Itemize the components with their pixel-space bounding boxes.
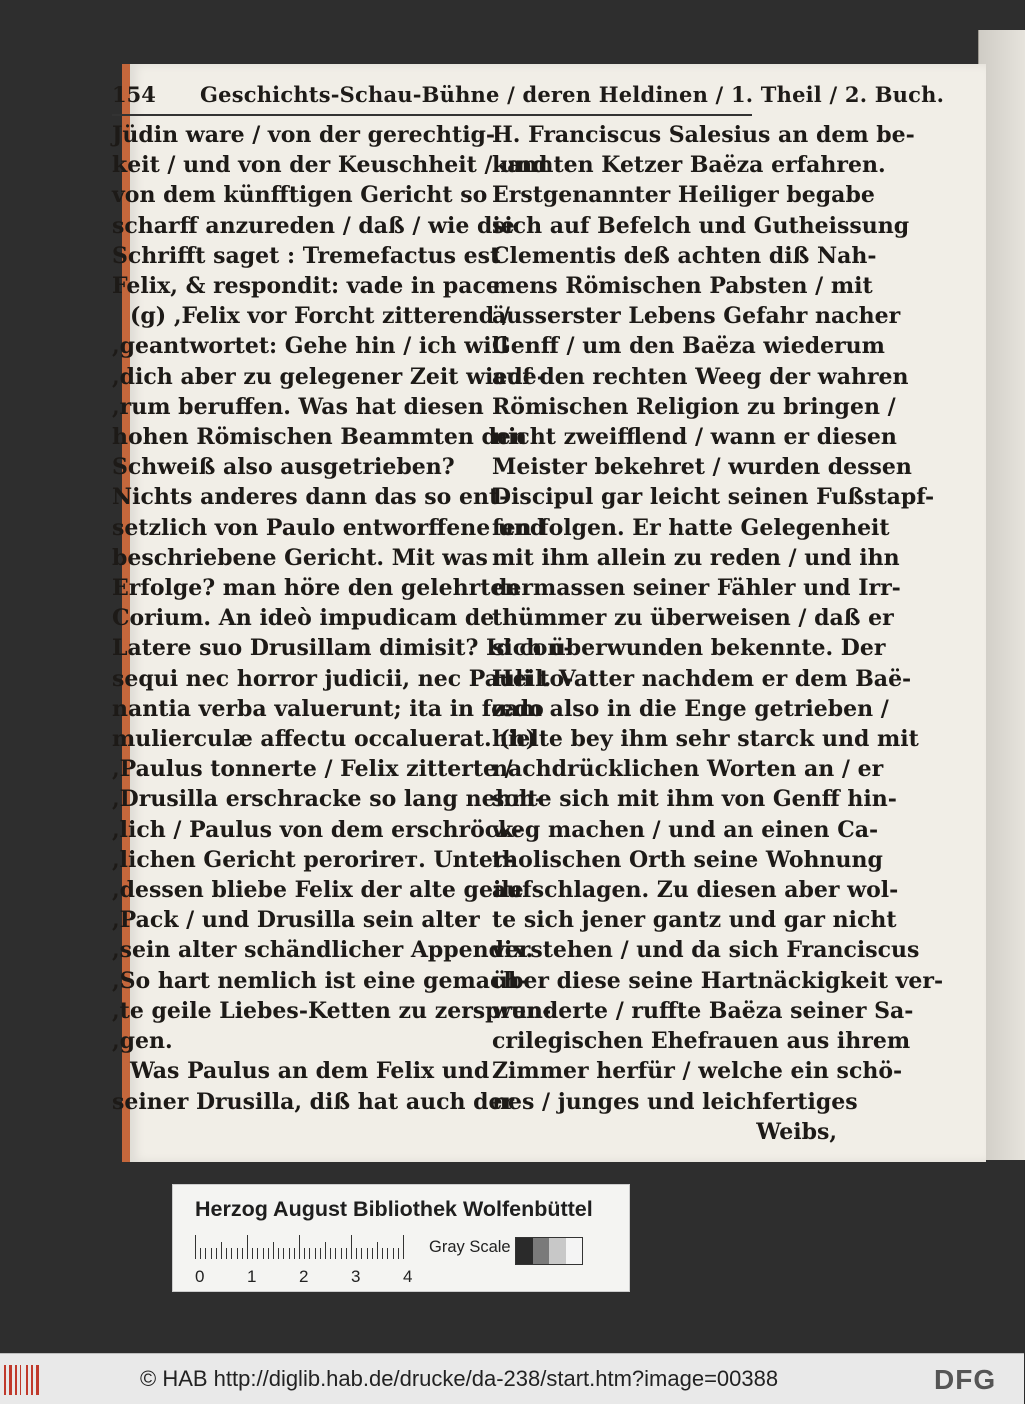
- text-line: (g) ,Felix vor Forcht zitterend /: [130, 303, 510, 330]
- text-line: Corium. An ideò impudicam de: [112, 605, 495, 632]
- ruler-tick: [393, 1248, 394, 1259]
- text-line: Latere suo Drusillam dimisit? Id con-: [112, 635, 573, 662]
- ruler-tick: [278, 1248, 279, 1259]
- ruler-tick: [263, 1248, 264, 1259]
- text-line: crilegischen Ehefrauen aus ihrem: [492, 1028, 911, 1055]
- text-line: Heil. Vatter nachdem er dem Baë-: [492, 665, 912, 692]
- header-rule: [112, 114, 752, 116]
- text-line: äusserster Lebens Gefahr nacher: [492, 303, 901, 330]
- page-number: 154: [112, 82, 156, 107]
- ruler-tick: [221, 1242, 222, 1259]
- ruler-tick: [231, 1248, 232, 1259]
- text-line: weg machen / und an einen Ca-: [492, 816, 879, 843]
- text-line: dermassen seiner Fähler und Irr-: [492, 575, 901, 602]
- right-text-column: [492, 120, 944, 1147]
- text-line: seiner Drusilla, diß hat auch der: [112, 1088, 515, 1115]
- text-line: ,Pack / und Drusilla sein alter: [112, 907, 480, 934]
- ruler-number: 1: [247, 1267, 257, 1286]
- text-line: Discipul gar leicht seinen Fußstapf-: [492, 484, 935, 511]
- text-line: Felix, & respondit: vade in pace.: [112, 273, 508, 300]
- ruler-tick: [403, 1235, 404, 1259]
- ruler-tick: [200, 1248, 201, 1259]
- text-line: ,dich aber zu gelegener Zeit wiede-: [112, 363, 546, 390]
- text-line: sich überwunden bekennte. Der: [492, 635, 886, 662]
- barcode-bar: [15, 1365, 17, 1395]
- text-line: Erfolge? man höre den gelehrten: [112, 575, 521, 602]
- text-line: Meister bekehret / wurden dessen: [492, 454, 912, 481]
- text-line: Jüdin ware / von der gerechtig-: [112, 122, 496, 148]
- text-line: mens Römischen Pabsten / mit: [492, 273, 873, 300]
- ruler-tick: [268, 1248, 269, 1259]
- text-line: sich auf Befelch und Gutheissung: [492, 212, 910, 239]
- library-name: Herzog August Bibliothek Wolfenbüttel: [195, 1197, 593, 1221]
- ruler-tick: [341, 1248, 342, 1259]
- ruler-tick: [361, 1248, 362, 1259]
- ruler-tick: [252, 1248, 253, 1259]
- text-line: kannten Ketzer Baëza erfahren.: [492, 152, 886, 179]
- text-line: zam also in die Enge getrieben /: [492, 695, 889, 722]
- text-line: Zimmer herfür / welche ein schö-: [492, 1058, 903, 1085]
- footer-bar: [0, 1353, 1024, 1404]
- text-line: ,lichen Gericht perorirет. Unter-: [112, 846, 514, 873]
- gray-scale-swatch: [515, 1237, 583, 1265]
- text-line: Nichts anderes dann das so ent-: [112, 484, 509, 511]
- barcode-icon: [4, 1365, 48, 1395]
- ruler-tick: [283, 1248, 284, 1259]
- text-line: ,dessen bliebe Felix der alte geile: [112, 877, 524, 904]
- running-header: [112, 82, 945, 112]
- copyright-link[interactable]: © HAB http://diglib.hab.de/drucke/da-238/start.htm?image=00388: [140, 1366, 779, 1391]
- text-line: keit / und von der Keuschheit / und: [112, 152, 548, 179]
- text-line: ,geantwortet: Gehe hin / ich will: [112, 333, 509, 360]
- library-label-card: [172, 1184, 630, 1292]
- ruler-tick: [304, 1248, 305, 1259]
- text-line: ,rum beruffen. Was hat diesen: [112, 393, 484, 420]
- text-line: Clementis deß achten diß Nah-: [492, 242, 877, 269]
- text-line: te sich jener gantz und gar nicht: [492, 907, 897, 934]
- ruler-tick: [367, 1248, 368, 1259]
- gray-swatch: [516, 1238, 533, 1264]
- ruler-tick: [273, 1242, 274, 1259]
- text-line: aufschlagen. Zu diesen aber wol-: [492, 877, 899, 904]
- text-line: Schweiß also ausgetrieben?: [112, 454, 455, 481]
- ruler-tick: [211, 1248, 212, 1259]
- text-line: über diese seine Hartnäckigkeit ver-: [492, 967, 944, 994]
- ruler-number: 0: [195, 1267, 205, 1286]
- text-line: verstehen / und da sich Franciscus: [492, 937, 920, 964]
- text-line: mulierculæ affectu occaluerat. (h): [112, 726, 537, 753]
- ruler-number: 4: [403, 1267, 413, 1286]
- ruler-tick: [325, 1242, 326, 1259]
- ruler-number: 3: [351, 1267, 361, 1286]
- ruler-tick: [257, 1248, 258, 1259]
- text-line: sequi nec horror judicii, nec Pauli to-: [112, 665, 574, 692]
- text-line: solte sich mit ihm von Genff hin-: [492, 786, 897, 813]
- text-line: nicht zweifflend / wann er diesen: [492, 424, 897, 451]
- text-line: fen folgen. Er hatte Gelegenheit: [492, 514, 890, 541]
- text-line: ,So hart nemlich ist eine gemach-: [112, 967, 529, 994]
- ruler-tick: [299, 1235, 300, 1259]
- text-line: H. Franciscus Salesius an dem be-: [492, 122, 915, 148]
- text-line: wunderte / ruffte Baëza seiner Sa-: [492, 997, 914, 1024]
- text-line: setzlich von Paulo entworffene und: [112, 514, 546, 541]
- gray-swatch: [549, 1238, 566, 1264]
- dfg-logo: DFG: [934, 1364, 997, 1395]
- text-line: hielte bey ihm sehr starck und mit: [492, 726, 919, 753]
- ruler-tick: [315, 1248, 316, 1259]
- text-line: Erstgenannter Heiliger begabe: [492, 182, 875, 209]
- gray-swatch: [566, 1238, 583, 1264]
- text-line: auf den rechten Weeg der wahren: [492, 363, 909, 390]
- text-line: scharff anzureden / daß / wie die: [112, 212, 515, 239]
- text-line: ,Paulus tonnerte / Felix zitterte /: [112, 756, 513, 783]
- gray-scale-label: Gray Scale: [429, 1238, 511, 1256]
- text-line: ,lich / Paulus von dem erschröck-: [112, 816, 522, 843]
- text-line: hohen Römischen Beammten den: [112, 424, 527, 451]
- ruler-number: 2: [299, 1267, 309, 1286]
- text-line: von dem künfftigen Gericht so: [112, 182, 488, 209]
- ruler-tick: [330, 1248, 331, 1259]
- left-text-column: [112, 120, 574, 1117]
- ruler-tick: [247, 1235, 248, 1259]
- ruler-tick: [320, 1248, 321, 1259]
- ruler-tick: [335, 1248, 336, 1259]
- text-line: Genff / um den Baëza wiederum: [492, 333, 885, 360]
- text-line: Weibs,: [756, 1118, 837, 1145]
- ruler-tick: [382, 1248, 383, 1259]
- ruler-tick: [398, 1248, 399, 1259]
- ruler-tick: [377, 1242, 378, 1259]
- ruler-tick: [309, 1248, 310, 1259]
- text-line: tholischen Orth seine Wohnung: [492, 846, 883, 873]
- scale-ruler: [195, 1235, 413, 1259]
- barcode-bar: [36, 1365, 39, 1395]
- text-line: thümmer zu überweisen / daß er: [492, 605, 894, 632]
- ruler-tick: [226, 1248, 227, 1259]
- ruler-tick: [242, 1248, 243, 1259]
- text-line: nes / junges und leichfertiges: [492, 1088, 858, 1115]
- text-line: nantia verba valuerunt; ita in fœdo: [112, 695, 544, 722]
- text-line: ,te geile Liebes-Ketten zu zerspren-: [112, 997, 552, 1024]
- ruler-tick: [294, 1248, 295, 1259]
- barcode-bar: [4, 1365, 6, 1395]
- text-line: mit ihm allein zu reden / und ihn: [492, 544, 900, 571]
- barcode-bar: [20, 1365, 21, 1395]
- text-line: nachdrücklichen Worten an / er: [492, 756, 884, 783]
- ruler-tick: [289, 1248, 290, 1259]
- ruler-tick: [387, 1248, 388, 1259]
- text-line: Was Paulus an dem Felix und: [130, 1058, 490, 1085]
- ruler-tick: [351, 1235, 352, 1259]
- gray-swatch: [533, 1238, 550, 1264]
- text-line: ,gen.: [112, 1028, 173, 1055]
- text-line: ,sein alter schändlicher Appendix.: [112, 937, 534, 964]
- barcode-bar: [31, 1365, 33, 1395]
- ruler-tick: [195, 1235, 196, 1259]
- ruler-tick: [356, 1248, 357, 1259]
- barcode-bar: [26, 1365, 28, 1395]
- text-line: ,Drusilla erschracke so lang nehm-: [112, 786, 544, 813]
- text-line: Römischen Religion zu bringen /: [492, 393, 896, 420]
- ruler-tick: [216, 1248, 217, 1259]
- ruler-tick: [205, 1248, 206, 1259]
- text-line: beschriebene Gericht. Mit was: [112, 544, 488, 571]
- running-head: Geschichts-Schau-Bühne / deren Heldinen / 1. Theil / 2. Buch.: [200, 82, 945, 107]
- ruler-tick: [372, 1248, 373, 1259]
- ruler-tick: [237, 1248, 238, 1259]
- ruler-tick: [346, 1248, 347, 1259]
- barcode-bar: [9, 1365, 12, 1395]
- text-line: Schrifft saget : Tremefactus est: [112, 242, 501, 269]
